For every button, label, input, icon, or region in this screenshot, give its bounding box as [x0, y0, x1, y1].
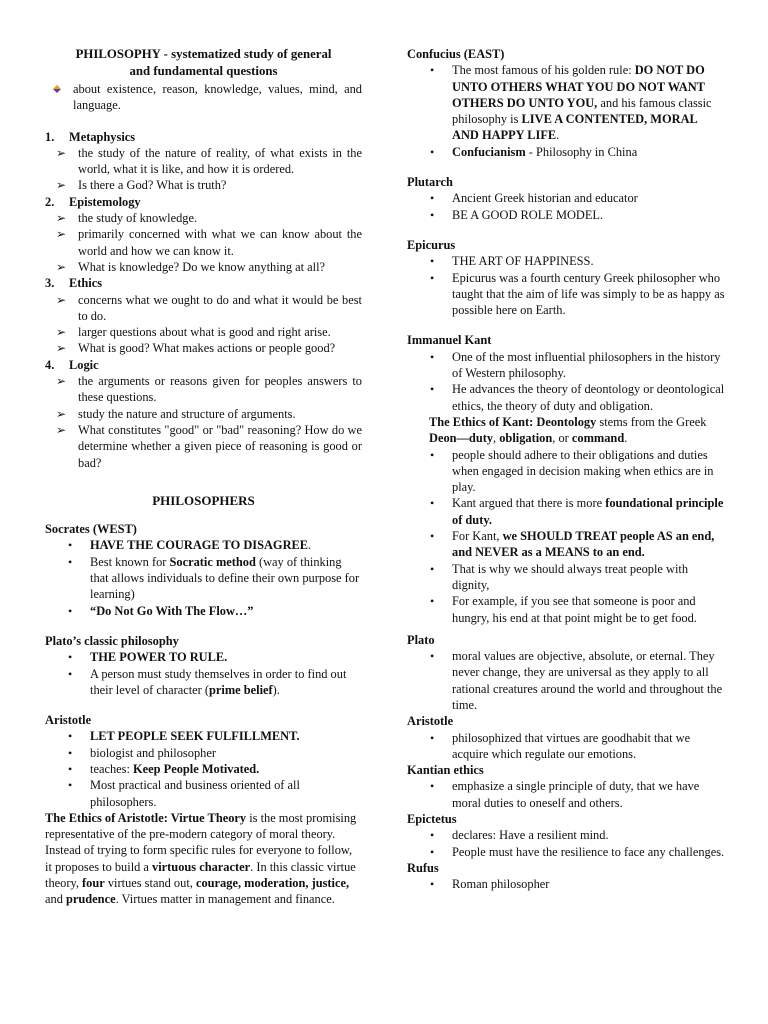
bullet-icon: •: [430, 144, 435, 159]
list-item: ➢ What constitutes "good" or "bad" reasoning? How do we determine whether a given piece of reasoning is good or bad?: [56, 422, 362, 470]
bullet-icon: •: [430, 496, 435, 511]
section-heading-epicurus: Epicurus: [407, 237, 456, 252]
arrow-bullet-icon: ➢: [56, 341, 67, 356]
section-heading-kant: Immanuel Kant: [407, 333, 492, 348]
bullet-icon: •: [68, 745, 73, 760]
list-item: ➢ Is there a God? What is truth?: [56, 178, 227, 193]
list-item: ➢ study the nature and structure of arguments.: [56, 406, 296, 421]
bullet-icon: •: [68, 538, 73, 553]
intro-item: [45, 81, 362, 114]
list-item: • Kant argued that there is more foundational principle of duty.: [430, 496, 724, 527]
bullet-icon: •: [430, 844, 435, 859]
list-item: • “Do Not Go With The Flow…”: [68, 603, 254, 618]
list-item: ➢ the study of knowledge.: [56, 211, 198, 226]
section-heading-confucius: Confucius (EAST): [407, 47, 505, 61]
list-item: • philosophized that virtues are goodhabit that we acquire which regulate our emotions.: [430, 730, 691, 761]
list-item: ➢ primarily concerned with what we can know about the world and how we can know it.: [56, 227, 362, 258]
section-heading-rufus: Rufus: [407, 860, 439, 875]
bullet-icon: •: [430, 649, 435, 664]
arrow-bullet-icon: ➢: [56, 325, 67, 340]
list-item: • For Kant, we SHOULD TREAT people AS an end, and NEVER as a MEANS to an end.: [430, 529, 715, 560]
section-heading-plato: Plato: [407, 632, 435, 647]
list-item: • people should adhere to their obligations and duties when engaged in decision making when ethics are in play.: [430, 447, 714, 495]
doc-title-line2: and fundamental questions: [129, 64, 278, 78]
list-item: • THE POWER TO RULE.: [68, 650, 228, 665]
list-item: • The most famous of his golden rule: DO NOT DO UNTO OTHERS WHAT YOU DO NOT WANT OTHERS DO UNTO YOU, and his famous classic philosophy is LIVE A CONTENTED, MORAL AND HAPPY LIFE.: [430, 63, 712, 143]
bullet-icon: •: [430, 63, 435, 78]
bullet-icon: •: [430, 349, 435, 364]
bullet-icon: •: [68, 603, 73, 618]
list-item: • One of the most influential philosophers in the history of Western philosophy.: [430, 349, 721, 381]
bullet-icon: •: [68, 778, 73, 793]
bullet-icon: •: [430, 561, 435, 576]
list-item: ➢ concerns what we ought to do and what it would be best to do.: [56, 292, 362, 323]
intro-text: about existence, reason, knowledge, values, mind, and language.: [73, 82, 362, 113]
section-heading-aristotle: Aristotle: [45, 713, 92, 728]
left-column: [45, 46, 362, 908]
bullet-icon: •: [430, 447, 435, 462]
bullet-icon: •: [430, 529, 435, 544]
bullet-icon: •: [430, 828, 435, 843]
list-item: • LET PEOPLE SEEK FULFILLMENT.: [68, 729, 300, 744]
section-heading-plato: Plato’s classic philosophy: [45, 633, 179, 648]
arrow-bullet-icon: ➢: [56, 374, 67, 389]
list-item: • declares: Have a resilient mind.: [430, 828, 609, 843]
bullet-icon: •: [430, 594, 435, 609]
bullet-icon: •: [430, 877, 435, 892]
list-item: • moral values are objective, absolute, or eternal. They never change, they are universal as they apply to all rational creatures around the world and throughout the time.: [430, 649, 723, 712]
section-heading-aristotle: Aristotle: [407, 714, 454, 729]
branch-heading: 1. Metaphysics: [45, 129, 136, 144]
arrow-bullet-icon: ➢: [56, 292, 67, 307]
list-item: • HAVE THE COURAGE TO DISAGREE.: [68, 538, 312, 553]
list-item: • THE ART OF HAPPINESS.: [430, 254, 594, 269]
list-item: • Most practical and business oriented of all philosophers.: [68, 778, 300, 809]
list-item: ➢ What is knowledge? Do we know anything at all?: [56, 259, 326, 274]
list-item: ➢ What is good? What makes actions or people good?: [56, 341, 336, 356]
arrow-bullet-icon: ➢: [56, 422, 67, 437]
bullet-icon: •: [68, 761, 73, 776]
arrow-bullet-icon: ➢: [56, 259, 67, 274]
list-item: • A person must study themselves in order to find out their level of character (prime belief).: [68, 666, 347, 697]
list-item: • Best known for Socratic method (way of thinking that allows individuals to define their own purpose for learning): [68, 554, 360, 602]
branch-heading: 4. Logic: [45, 357, 99, 372]
list-item: • Roman philosopher: [430, 877, 550, 892]
bullet-icon: •: [430, 254, 435, 269]
bullet-icon: •: [68, 554, 73, 569]
list-item: • Ancient Greek historian and educator: [430, 191, 638, 206]
list-item: ➢ larger questions about what is good and right arise.: [56, 325, 331, 340]
section-heading-epictetus: Epictetus: [407, 812, 457, 827]
diamond-bullet-icon: [53, 85, 61, 93]
philosophers-heading: PHILOSOPHERS: [152, 492, 255, 508]
list-item: ➢ the study of the nature of reality, of what exists in the world, what it is like, and how it is ordered.: [56, 145, 362, 177]
deontology-paragraph: The Ethics of Kant: Deontology stems from the Greek Deon—duty, obligation, or command.: [429, 414, 707, 446]
branch-heading: 2. Epistemology: [45, 194, 141, 209]
list-item: • People must have the resilience to face any challenges.: [430, 844, 725, 859]
doc-title-line1: PHILOSOPHY - systematized study of general: [75, 47, 332, 61]
arrow-bullet-icon: ➢: [56, 178, 67, 193]
bullet-icon: •: [68, 650, 73, 665]
arrow-bullet-icon: ➢: [56, 145, 67, 160]
right-column: [407, 46, 725, 893]
list-item: • For example, if you see that someone is poor and hungry, his end at that point might be to get food.: [430, 594, 697, 625]
bullet-icon: •: [68, 729, 73, 744]
arrow-bullet-icon: ➢: [56, 406, 67, 421]
list-item: • BE A GOOD ROLE MODEL.: [430, 207, 604, 222]
virtue-theory-paragraph: The Ethics of Aristotle: Virtue Theory is the most promising representative of the pre-modern category of moral theory. Instead of trying to form specific rules for everyone to follow, it proposes to build a virtuous character. In this classic virtue theory, four virtues stand out, courage, moderation, justice, and prudence. Virtues matter in management and finance.: [45, 810, 357, 907]
list-item: • That is why we should always treat people with dignity,: [430, 561, 689, 592]
section-heading-kantian-ethics: Kantian ethics: [407, 763, 484, 778]
arrow-bullet-icon: ➢: [56, 227, 67, 242]
section-heading-plutarch: Plutarch: [407, 175, 453, 190]
bullet-icon: •: [430, 730, 435, 745]
list-item: • He advances the theory of deontology or deontological ethics, the theory of duty and obligation.: [430, 382, 725, 413]
bullet-icon: •: [430, 779, 435, 794]
branch-heading: 3. Ethics: [45, 276, 103, 291]
arrow-bullet-icon: ➢: [56, 211, 67, 226]
list-item: • biologist and philosopher: [68, 745, 216, 760]
list-item: • emphasize a single principle of duty, that we have moral duties to oneself and others.: [430, 779, 700, 810]
list-item: • Confucianism - Philosophy in China: [430, 144, 638, 159]
section-heading-socrates: Socrates (WEST): [45, 522, 137, 537]
bullet-icon: •: [430, 382, 435, 397]
bullet-icon: •: [430, 191, 435, 206]
list-item: • teaches: Keep People Motivated.: [68, 761, 260, 776]
bullet-icon: •: [430, 207, 435, 222]
list-item: ➢ the arguments or reasons given for peoples answers to these questions.: [56, 374, 362, 405]
bullet-icon: •: [68, 666, 73, 681]
bullet-icon: •: [430, 270, 435, 285]
list-item: • Epicurus was a fourth century Greek philosopher who taught that the aim of life was simply to be as happy as possible here on Earth.: [430, 270, 725, 318]
